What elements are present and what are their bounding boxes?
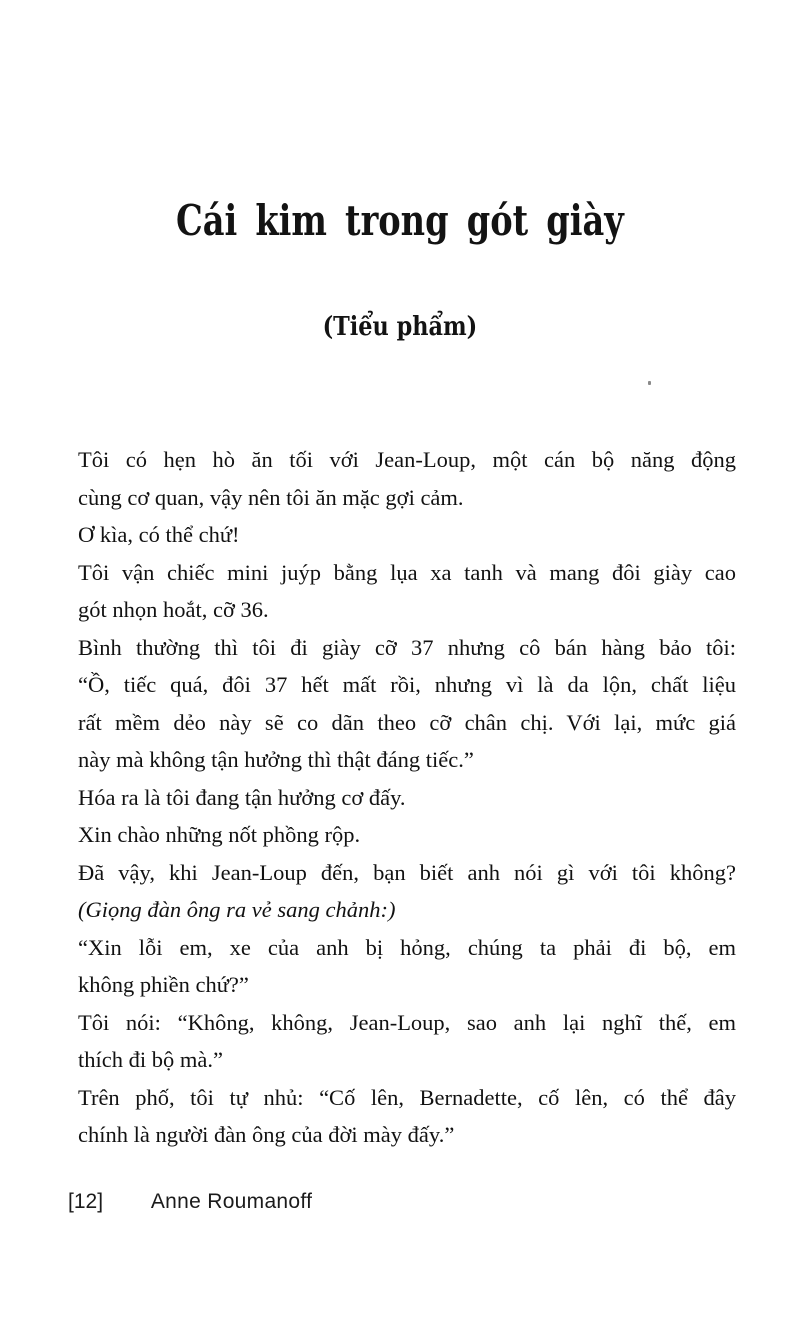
chapter-title-text: Cái kim trong gót giày — [176, 196, 624, 245]
stray-print-mark — [648, 381, 651, 385]
body-line: “Ồ, tiếc quá, đôi 37 hết mất rồi, nhưng vì là da lộn, chất liệu — [78, 672, 736, 697]
running-footer-author: Anne Roumanoff — [150, 1190, 313, 1213]
body-line: “Xin lỗi em, xe của anh bị hỏng, chúng ta phải đi bộ, em — [78, 934, 736, 960]
body-line: Hóa ra là tôi đang tận hưởng cơ đấy. — [78, 784, 406, 810]
body-line-stage-direction: (Giọng đàn ông ra vẻ sang chảnh:) — [78, 897, 396, 922]
body-line: Bình thường thì tôi đi giày cỡ 37 nhưng cô bán hàng bảo tôi: — [78, 634, 736, 660]
body-line: thích đi bộ mà.” — [78, 1047, 223, 1072]
body-line: Tôi có hẹn hò ăn tối với Jean-Loup, một cán bộ năng động — [78, 447, 736, 472]
body-line: Đã vậy, khi Jean-Loup đến, bạn biết anh nói gì với tôi không? — [78, 859, 736, 885]
chapter-title — [0, 196, 800, 245]
body-line: Xin chào những nốt phồng rộp. — [78, 822, 361, 847]
body-line: chính là người đàn ông của đời mày đấy.” — [78, 1122, 455, 1147]
body-line: Ơ kìa, có thể chứ! — [78, 522, 240, 547]
body-line: Trên phố, tôi tự nhủ: “Cố lên, Bernadette, cố lên, có thể đây — [78, 1084, 736, 1110]
page-footer — [68, 1190, 728, 1214]
body-line: gót nhọn hoắt, cỡ 36. — [78, 597, 269, 622]
body-text — [78, 441, 736, 1154]
body-line: cùng cơ quan, vậy nên tôi ăn mặc gợi cảm. — [78, 484, 464, 510]
body-line: Tôi vận chiếc mini juýp bằng lụa xa tanh và mang đôi giày cao — [78, 559, 736, 585]
page-number: [12] — [68, 1190, 104, 1213]
chapter-subtitle — [0, 312, 800, 342]
body-line: Tôi nói: “Không, không, Jean-Loup, sao anh lại nghĩ thế, em — [78, 1009, 736, 1035]
chapter-subtitle-text: (Tiểu phẩm) — [322, 312, 478, 342]
body-line: rất mềm dẻo này sẽ co dãn theo cỡ chân chị. Với lại, mức giá — [78, 709, 736, 735]
body-line: này mà không tận hưởng thì thật đáng tiếc.” — [78, 747, 474, 772]
body-line: không phiền chứ?” — [78, 972, 249, 997]
